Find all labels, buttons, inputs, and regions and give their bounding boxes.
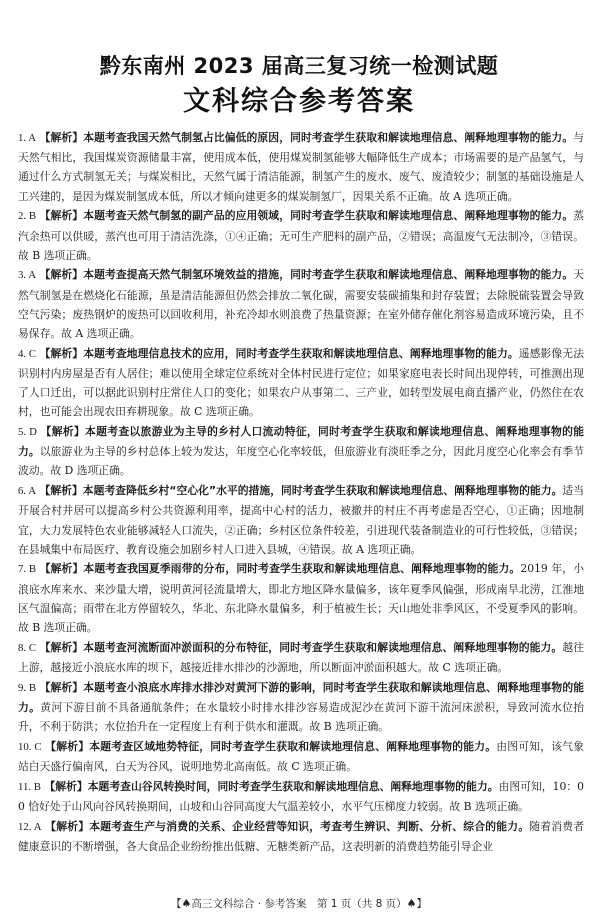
analysis-tag: 【解析】 [39,346,84,360]
answer-lead: 本题考查区域地势特征，同时考查学生获取和解读地理信息、阐释地理事物的能力。 [89,739,497,753]
answer-item [18,559,584,637]
spade-icon: ♠ [406,897,417,910]
answer-lead: 本题考查以旅游业为主导的乡村人口流动特征，同时考查学生获取和解读地理信息、阐释地理事物的能力。 [18,425,585,459]
answer-number: 6. A [18,485,37,498]
answer-number: 3. A [18,269,37,282]
answer-body: 由图可知，该气象站白天盛行偏南风，白天为谷风，说明地势北高南低。故 C 选项正确。 [18,739,585,773]
analysis-tag: 【解析】 [45,739,90,753]
answer-item [18,128,584,206]
answer-number: 5. D [18,426,37,439]
answer-item [18,206,584,265]
answer-body: 以旅游业为主导的乡村总体上较为发达，年度空心化率较低，但旅游业有淡旺季之分，因此月度空心化率会有季节波动。故 D 选项正确。 [18,445,585,478]
answer-body: 蒸汽余热可以供暖，蒸汽也可用于清洁洗涤，①④正确；无可生产肥料的副产品，②错误；高温废气无法制冷，③错误。故 B 选项正确。 [18,209,585,262]
analysis-tag: 【解析】 [39,680,84,694]
answer-number: 8. C [18,641,37,654]
answer-body: 遥感影像无法识别村内房屋是否有人居住；难以使用全球定位系统对全体村民进行定位；如果家庭电表长时间出现停转，可推测出现了人口迁出，可以据此识别村庄常住人口的变化；如果农户从事第二、三产业，如转型发展电商直播产业，仍然住在农村，也可能会出现农田弃耕现象。故 C 选项正确。 [18,346,585,419]
answer-lead: 本题考查小浪底水库排水排沙对黄河下游的影响，同时考查学生获取和解读地理信息、阐释地理事物的能力。 [18,680,585,714]
answer-number: 4. C [18,347,37,360]
answer-item [18,817,584,856]
answer-item [18,422,584,481]
answer-number: 9. B [18,681,37,694]
answer-body: 2019 年，小浪底水库来水、来沙量大增，说明黄河径流量增大，即北方地区降水量偏多，该年夏季风偏强，形成南旱北涝，江淮地区气温偏高；雨带在北方停留较久，华北、东北降水量偏多，利于植被生长；天山地处非季风区，不受夏季风的影响。故 B 选项正确。 [18,562,585,635]
analysis-tag: 【解析】 [39,268,84,282]
answer-item [18,777,584,816]
spade-icon: ♠ [181,897,192,910]
answer-lead: 本题考查降低乡村“空心化”水平的措施，同时考查学生获取和解读地理信息、阐释地理事物的能力。 [82,484,563,498]
answer-lead: 本题考查生产与消费的关系、企业经营等知识，考查考生辨识、判断、分析、综合的能力。 [89,819,530,833]
answer-body: 适当开展合村并居可以提高乡村公共资源利用率，提高中心村的活力，被撤并的村庄不再考虑是否空心，①正确；因地制宜，大力发展特色农业能够减轻人口流失，②正确；乡村区位条件较差，引进现代装备制造业的可行性较低，③错误；在县城集中布局医疗、教育设施会加剧乡村人口进入县城，④错误。故 A 选项正确。 [18,484,585,556]
answer-item [18,265,584,343]
answer-item [18,737,584,776]
answer-lead: 本题考查天然气制氢的副产品的应用领域，同时考查学生获取和解读地理信息、阐释地理事物的能力。 [83,209,574,223]
answer-body: 随着消费者健康意识的不断增强，各大食品企业纷纷推出低糖、无糖类新产品，这表明新的消费趋势能引导企业 [18,819,585,853]
analysis-tag: 【解析】 [39,131,84,144]
answer-body: 与天然气相比，我国煤炭资源储量丰富，使用成本低，使用煤炭制氢能够大幅降低生产成本；市场需要的是产品氢气，与通过什么方式制氢无关；与煤炭相比，天然气属于清洁能源，制氢产生的废水、废气、废渣较少；制氢的基础设施是人工兴建的，是因为煤炭制氢成本低，所以才倾向建更多的煤炭制氢厂，因果关系不正确。故 A 选项正确。 [18,131,585,203]
answer-item [18,481,584,559]
analysis-tag: 【解析】 [45,819,90,833]
answer-body: 越往上游，越接近小浪底水库的坝下，越接近排水排沙的沙源地，所以断面冲淤面积越大。故 C 选项正确。 [18,640,585,674]
answer-lead: 本题考查提高天然气制氢环境效益的措施，同时考查学生获取和解读地理信息、阐释地理事物的能力。 [83,268,574,282]
answer-lead: 本题考查我国夏季雨带的分布，同时考查学生获取和解读地理信息、阐释地理事物的能力。 [83,562,521,576]
answer-body: 天然气制氢是在燃烧化石能源，虽是清洁能源但仍然会排放二氧化碳，需要安装碳捕集和封存装置；去除脱硫装置会导致空气污染；废热钢炉的废热可以回收利用，补充冷却水则浪费了热量资源；在室外储存催化剂容易造成环境污染，且不易保存。故 A 选项正确。 [18,268,585,341]
analysis-tag: 【解析】 [44,779,88,793]
analysis-tag: 【解析】 [39,209,84,223]
answer-body: 由图可知，10：00 恰好处于山风向谷风转换期间，山坡和山谷同高度大气温差较小，水平气压梯度力较弱。故 B 选项正确。 [18,779,585,813]
answer-number: 10. C [18,740,42,753]
exam-title: 黔东南州 2023 届高三复习统一检测试题 [99,54,499,78]
footer-text: 高三文科综合 · 参考答案 第 1 页（共 8 页） [191,898,407,910]
answer-item [18,638,584,677]
answer-number: 12. A [18,820,42,833]
answer-number: 2. B [18,210,37,223]
answer-item [18,344,584,422]
answer-lead: 本题考查我国天然气制氢占比偏低的原因，同时考查学生获取和解读地理信息、阐释地理事物的能力。 [83,131,574,144]
answer-list [18,128,584,857]
answer-lead: 本题考查地理信息技术的应用，同时考查学生获取和解读地理信息、阐释地理事物的能力。 [83,346,519,360]
answer-body: 黄河下游目前不具备通航条件；在水量较小时排水排沙容易造成泥沙在黄河下游干流河床淤积，导致河流水位抬升，不利于防洪；水位抬升在一定程度上有利于供水和灌溉。故 B 选项正确。 [18,700,585,734]
analysis-tag: 【解析】 [40,425,86,439]
analysis-tag: 【解析】 [39,484,83,498]
analysis-tag: 【解析】 [39,562,84,576]
page-footer: 【♠高三文科综合 · 参考答案 第 1 页（共 8 页）♠】 [171,897,427,910]
answer-lead: 本题考查河流断面冲淤面积的分布特征，同时考查学生获取和解读地理信息、阐释地理事物的能力。 [83,640,563,654]
analysis-tag: 【解析】 [39,640,84,654]
answer-number: 11. B [18,780,42,793]
answer-lead: 本题考查山谷风转换时间，同时考查学生获取和解读地理信息、阐释地理事物的能力。 [87,779,499,793]
answer-number: 1. A [18,132,37,144]
answer-key-title: 文科综合参考答案 [183,86,415,117]
answer-item [18,678,584,737]
answer-number: 7. B [18,563,37,576]
